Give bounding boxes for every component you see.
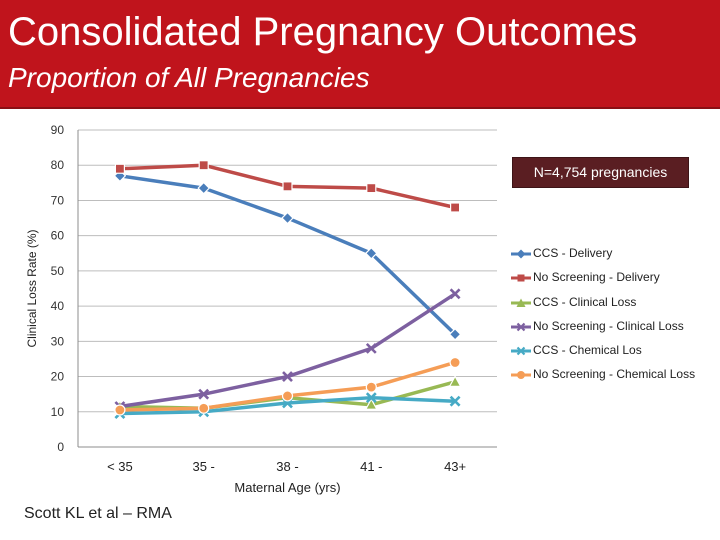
- legend-label: No Screening - Delivery: [533, 270, 660, 285]
- legend-label: CCS - Clinical Loss: [533, 294, 637, 309]
- citation: Scott KL et al – RMA: [24, 505, 172, 522]
- legend-item: [510, 244, 715, 268]
- data-point: [199, 161, 208, 170]
- y-tick-label: 90: [50, 123, 64, 137]
- legend-swatch: [510, 248, 532, 260]
- legend-swatch: [510, 297, 532, 309]
- x-tick-label: < 35: [107, 459, 133, 474]
- data-point: [367, 184, 376, 193]
- x-tick-label: 41 -: [360, 459, 383, 474]
- data-point: [198, 183, 209, 194]
- y-tick-label: 10: [50, 404, 64, 419]
- y-tick-label: 80: [50, 158, 64, 173]
- data-point: [115, 405, 125, 415]
- data-point: [283, 182, 292, 191]
- data-point: [199, 403, 209, 413]
- legend-label: No Screening - Clinical Loss: [533, 318, 684, 333]
- x-axis-title: Maternal Age (yrs): [234, 480, 341, 495]
- data-point: [450, 357, 460, 367]
- data-point: [451, 203, 460, 212]
- legend-item: [510, 268, 715, 292]
- y-tick-label: 30: [50, 334, 64, 349]
- legend-label: No Screening - Chemical Loss: [533, 367, 696, 382]
- y-axis-title: Clinical Loss Rate (%): [25, 229, 39, 348]
- legend-label: CCS - Chemical Los: [533, 343, 642, 358]
- series-line: [120, 294, 455, 407]
- x-tick-label: 38 -: [276, 459, 299, 474]
- legend-item: [510, 293, 715, 317]
- y-tick-label: 50: [50, 263, 64, 278]
- legend-item: [510, 365, 715, 389]
- data-point: [282, 213, 293, 224]
- legend-item: [510, 317, 715, 341]
- legend-swatch: [510, 369, 532, 381]
- series-line: [120, 176, 455, 334]
- sample-size-badge: N=4,754 pregnancies: [512, 157, 689, 188]
- legend-swatch: [510, 345, 532, 357]
- y-tick-label: 60: [50, 228, 64, 243]
- x-tick-label: 43+: [444, 459, 467, 474]
- legend-label: CCS - Delivery: [533, 246, 613, 260]
- data-point: [115, 164, 124, 173]
- y-tick-label: 40: [50, 299, 64, 314]
- data-point: [366, 382, 376, 392]
- legend-swatch: [510, 272, 532, 284]
- y-tick-label: 70: [50, 193, 64, 208]
- legend-swatch: [510, 321, 532, 333]
- chart-legend: [510, 244, 715, 390]
- data-point: [283, 391, 293, 401]
- legend-item: [510, 341, 715, 365]
- y-tick-label: 20: [50, 369, 64, 384]
- y-tick-label: 0: [57, 440, 64, 454]
- slide-subtitle: Proportion of All Pregnancies: [8, 62, 370, 93]
- slide-title: Consolidated Pregnancy Outcomes: [8, 10, 638, 54]
- x-tick-label: 35 -: [192, 459, 215, 474]
